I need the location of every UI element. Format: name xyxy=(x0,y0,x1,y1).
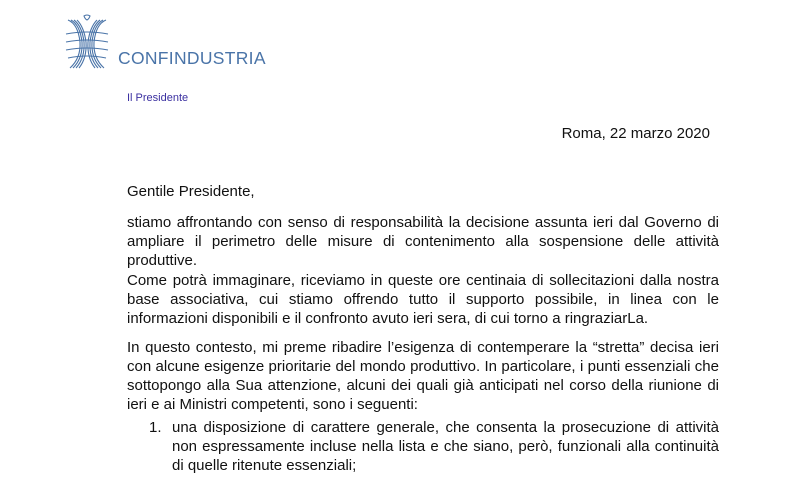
letter-greeting: Gentile Presidente, xyxy=(127,183,255,200)
list-item xyxy=(127,418,719,475)
list-item-number: 1. xyxy=(149,419,162,436)
organization-name: CONFINDUSTRIA xyxy=(118,48,266,68)
letter-date: Roma, 22 marzo 2020 xyxy=(561,125,710,142)
letter-paragraph-1: stiamo affrontando con senso di responsabilità la decisione assunta ieri dal Governo di ampliare il perimetro delle misure di contenimento alla sospensione delle attività produttive. xyxy=(127,214,719,269)
list-item-text: una disposizione di carattere generale, che consenta la prosecuzione di attività non espressamente incluse nella lista e che siano, però, funzionali alla continuità di quelle ritenute essenziali; xyxy=(172,419,719,474)
letter-paragraph-2: Come potrà immaginare, riceviamo in queste ore centinaia di sollecitazioni dalla nostra base associativa, cui stiamo offrendo tutto il supporto possibile, in linea con le informazioni disponibili e il confronto avuto ieri sera, di cui torno a ringraziarLa. xyxy=(127,272,719,327)
letter-paragraph-3: In questo contesto, mi preme ribadire l’esigenza di contemperare la “stretta” decisa ieri con alcune esigenze prioritarie del mondo produttivo. In particolare, i punti essenziali che sottopongo alla Sua attenzione, alcuni dei quali già anticipati nel corso della riunione di ieri e ai Ministri competenti, sono i seguenti: xyxy=(127,339,719,413)
confindustria-logo-icon xyxy=(62,14,112,70)
sender-role: Il Presidente xyxy=(127,92,189,104)
